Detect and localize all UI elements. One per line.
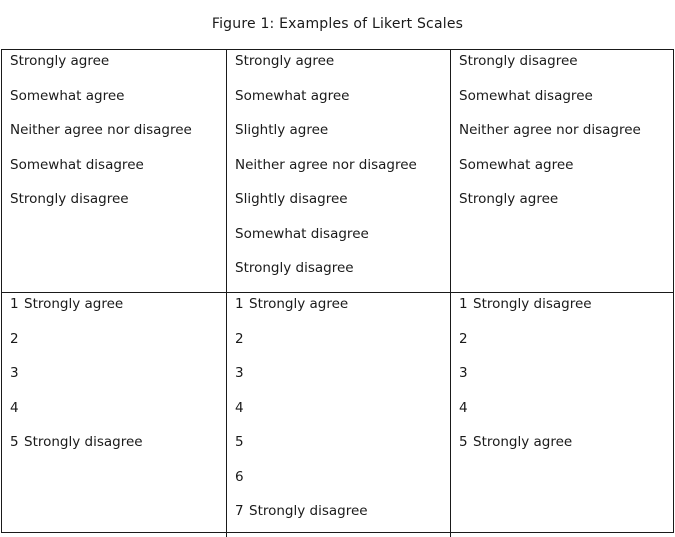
likert-scales-table: [1, 49, 674, 533]
scale-option: Slightly disagree: [235, 191, 348, 207]
scale-option: [459, 433, 673, 468]
scale-option-number: 2: [459, 330, 468, 347]
scale-option: Strongly disagree: [459, 53, 578, 69]
scale-option-label: Strongly agree: [249, 296, 349, 312]
scale-option: Strongly agree: [10, 53, 110, 69]
scale-option: [459, 295, 673, 330]
scale-option: Slightly agree: [235, 122, 329, 138]
scale-option-number: 2: [10, 330, 19, 347]
scale-option-number: 6: [235, 468, 244, 485]
scale-option-label: Strongly agree: [473, 434, 573, 450]
scale-option: [235, 468, 450, 503]
scale-option: Neither agree nor disagree: [10, 122, 192, 138]
scale-option: [459, 330, 673, 365]
scale-option-number: 3: [235, 365, 244, 381]
scale-option-number: 1: [459, 296, 468, 312]
scale-option: Somewhat disagree: [10, 156, 144, 173]
scale-option-label: Strongly disagree: [24, 434, 143, 450]
scale-option: Somewhat disagree: [459, 87, 593, 104]
scale-option: [459, 399, 673, 434]
figure-title: Figure 1: Examples of Likert Scales: [211, 16, 464, 32]
scale-cell-numeric-5-point-reversed: [451, 293, 673, 537]
scale-option-number: 1: [10, 296, 19, 312]
scale-option: Somewhat disagree: [235, 225, 369, 242]
scale-option: [10, 433, 226, 468]
scale-option: [235, 330, 450, 365]
scale-option: Somewhat agree: [10, 87, 125, 104]
scale-option-number: 3: [10, 365, 19, 381]
scale-option-number: 5: [459, 434, 468, 450]
scale-option-label: Strongly disagree: [473, 296, 592, 312]
scale-cell-numeric-7-point: [227, 293, 451, 537]
scale-option: [10, 399, 226, 434]
scale-option: Somewhat agree: [235, 87, 350, 104]
scale-option: [10, 330, 226, 365]
scale-option: [10, 364, 226, 399]
scale-option: Strongly agree: [459, 191, 559, 207]
scale-cell-verbal-7-point: [227, 50, 451, 293]
scale-cell-verbal-5-point: [2, 50, 227, 293]
scale-option-number: 4: [235, 399, 244, 416]
scale-option: Somewhat agree: [459, 156, 574, 173]
scale-option: [235, 364, 450, 399]
scale-option-number: 1: [235, 296, 244, 312]
scale-option: [459, 364, 673, 399]
scale-cell-verbal-5-point-reversed: [451, 50, 673, 293]
scale-cell-numeric-5-point: [2, 293, 227, 537]
scale-option-label: Strongly disagree: [249, 503, 368, 519]
scale-option: [235, 295, 450, 330]
scale-option: [235, 399, 450, 434]
scale-option: [10, 295, 226, 330]
scale-option: [235, 502, 450, 537]
scale-option-number: 2: [235, 330, 244, 347]
scale-option: [235, 433, 450, 468]
scale-option-number: 3: [459, 365, 468, 381]
scale-option: Strongly disagree: [10, 191, 129, 207]
scale-option-number: 5: [235, 434, 244, 450]
scale-option: Strongly disagree: [235, 260, 354, 276]
scale-option-label: Strongly agree: [24, 296, 124, 312]
scale-option-number: 4: [10, 399, 19, 416]
scale-option-number: 4: [459, 399, 468, 416]
scale-option: Strongly agree: [235, 53, 335, 69]
scale-option-number: 5: [10, 434, 19, 450]
scale-option: Neither agree nor disagree: [459, 122, 641, 138]
scale-option-number: 7: [235, 503, 244, 519]
scale-option: Neither agree nor disagree: [235, 156, 417, 173]
